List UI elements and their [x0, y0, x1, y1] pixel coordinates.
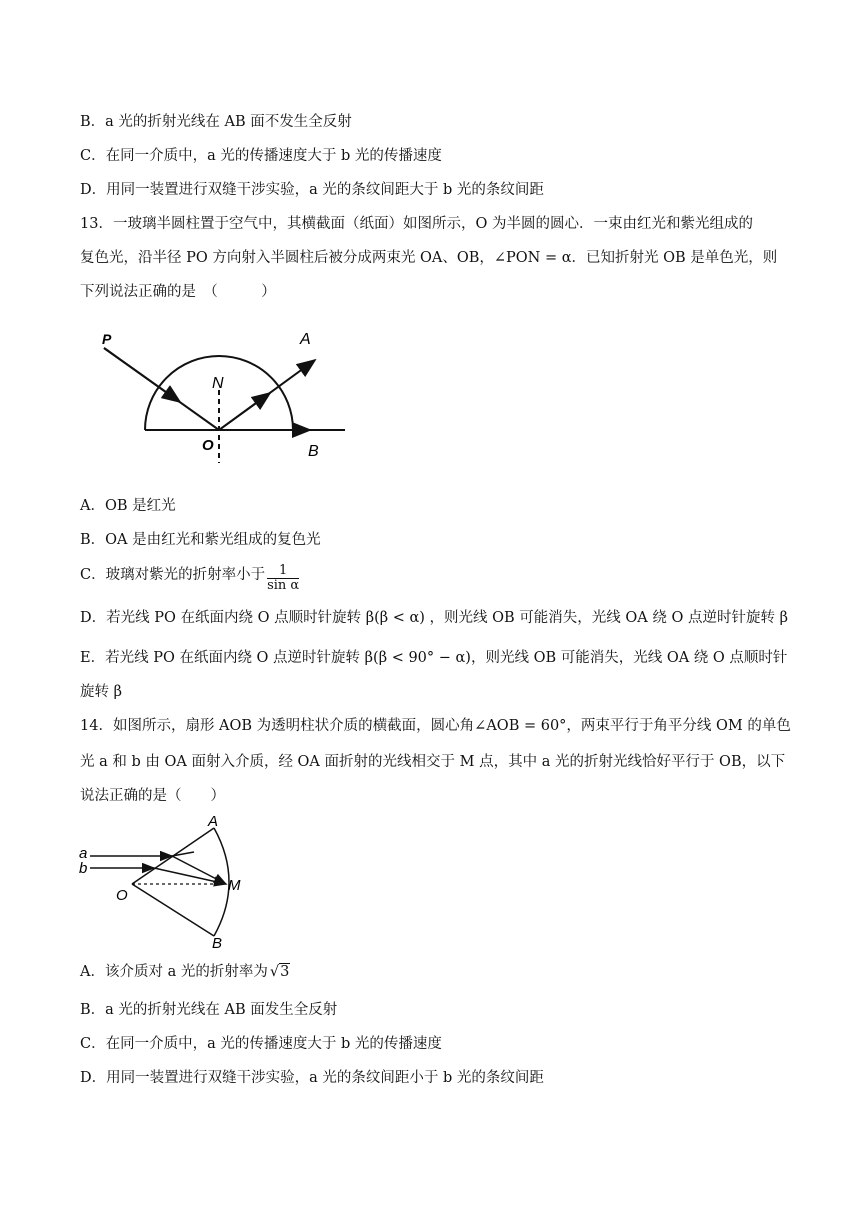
fraction-denominator: sin α: [267, 578, 300, 593]
q14-label-m: M: [228, 877, 241, 894]
q13-option-d: D．若光线 PO 在纸面内绕 O 点顺时针旋转 β(β < α) ，则光线 OB 可能消失，光线 OA 绕 O 点逆时针旋转 β: [80, 610, 788, 626]
q14-label-b: B: [212, 935, 223, 952]
q14-option-a: [80, 962, 800, 982]
q14-stem-line3: 说法正确的是（ ）: [80, 788, 225, 804]
q14-stem-line2: 光 a 和 b 由 OA 面射入介质，经 OA 面折射的光线相交于 M 点，其中 a 光的折射光线恰好平行于 OB，以下: [80, 754, 786, 770]
q13-label-o: O: [202, 437, 214, 454]
q13-option-c-text: C．玻璃对紫光的折射率小于: [80, 567, 266, 583]
q13-option-e-line1: E．若光线 PO 在纸面内绕 O 点逆时针旋转 β(β < 90° − α)，则光线 OB 可能消失，光线 OA 绕 O 点顺时针: [80, 650, 788, 666]
q14-option-d: D．用同一装置进行双缝干涉实验，a 光的条纹间距小于 b 光的条纹间距: [80, 1070, 544, 1086]
q13-label-n: N: [212, 375, 224, 392]
q12-option-d: D．用同一装置进行双缝干涉实验，a 光的条纹间距大于 b 光的条纹间距: [80, 182, 544, 198]
q14-label-o: O: [116, 887, 128, 904]
q14-option-c: C．在同一介质中，a 光的传播速度大于 b 光的传播速度: [80, 1036, 442, 1052]
sqrt-radicand: 3: [280, 964, 290, 980]
q14-option-a-text: A．该介质对 a 光的折射率为: [80, 964, 268, 980]
q12-option-b: B．a 光的折射光线在 AB 面不发生全反射: [80, 114, 352, 130]
q13-option-b: B．OA 是由红光和紫光组成的复色光: [80, 532, 321, 548]
q13-option-e-line2: 旋转 β: [80, 684, 122, 700]
q13-label-a: A: [300, 331, 311, 348]
q14-label-a-ray: a: [79, 845, 88, 862]
q14-edge-ob: [132, 884, 214, 936]
q14-stem-line1: 14．如图所示，扇形 AOB 为透明柱状介质的横截面，圆心角∠AOB = 60°，两束平行于角平分线 OM 的单色: [80, 718, 791, 734]
q13-stem-line1: 13．一玻璃半圆柱置于空气中，其横截面（纸面）如图所示，O 为半圆的圆心．一束由红光和紫光组成的: [80, 216, 753, 232]
q13-option-c: [80, 564, 800, 593]
q14-label-a: A: [208, 813, 219, 830]
q14-figure: [76, 812, 266, 952]
q13-stem-line3: 下列说法正确的是 （ ）: [80, 284, 276, 300]
q14-option-b: B．a 光的折射光线在 AB 面发生全反射: [80, 1002, 338, 1018]
q13-option-c-fraction: [267, 564, 299, 593]
q13-figure: [90, 318, 360, 468]
q13-option-a: A．OB 是红光: [80, 498, 176, 514]
q13-stem-line2: 复色光，沿半径 PO 方向射入半圆柱后被分成两束光 OA、OB，∠PON = α．已知折射光 OB 是单色光，则: [80, 250, 778, 266]
q14-label-b-ray: b: [79, 860, 88, 877]
q12-option-c: C．在同一介质中，a 光的传播速度大于 b 光的传播速度: [80, 148, 442, 164]
sqrt-symbol: √: [269, 964, 280, 980]
fraction-numerator: 1: [267, 564, 299, 579]
q13-label-p: P: [102, 331, 112, 347]
q13-label-b: B: [308, 443, 319, 460]
